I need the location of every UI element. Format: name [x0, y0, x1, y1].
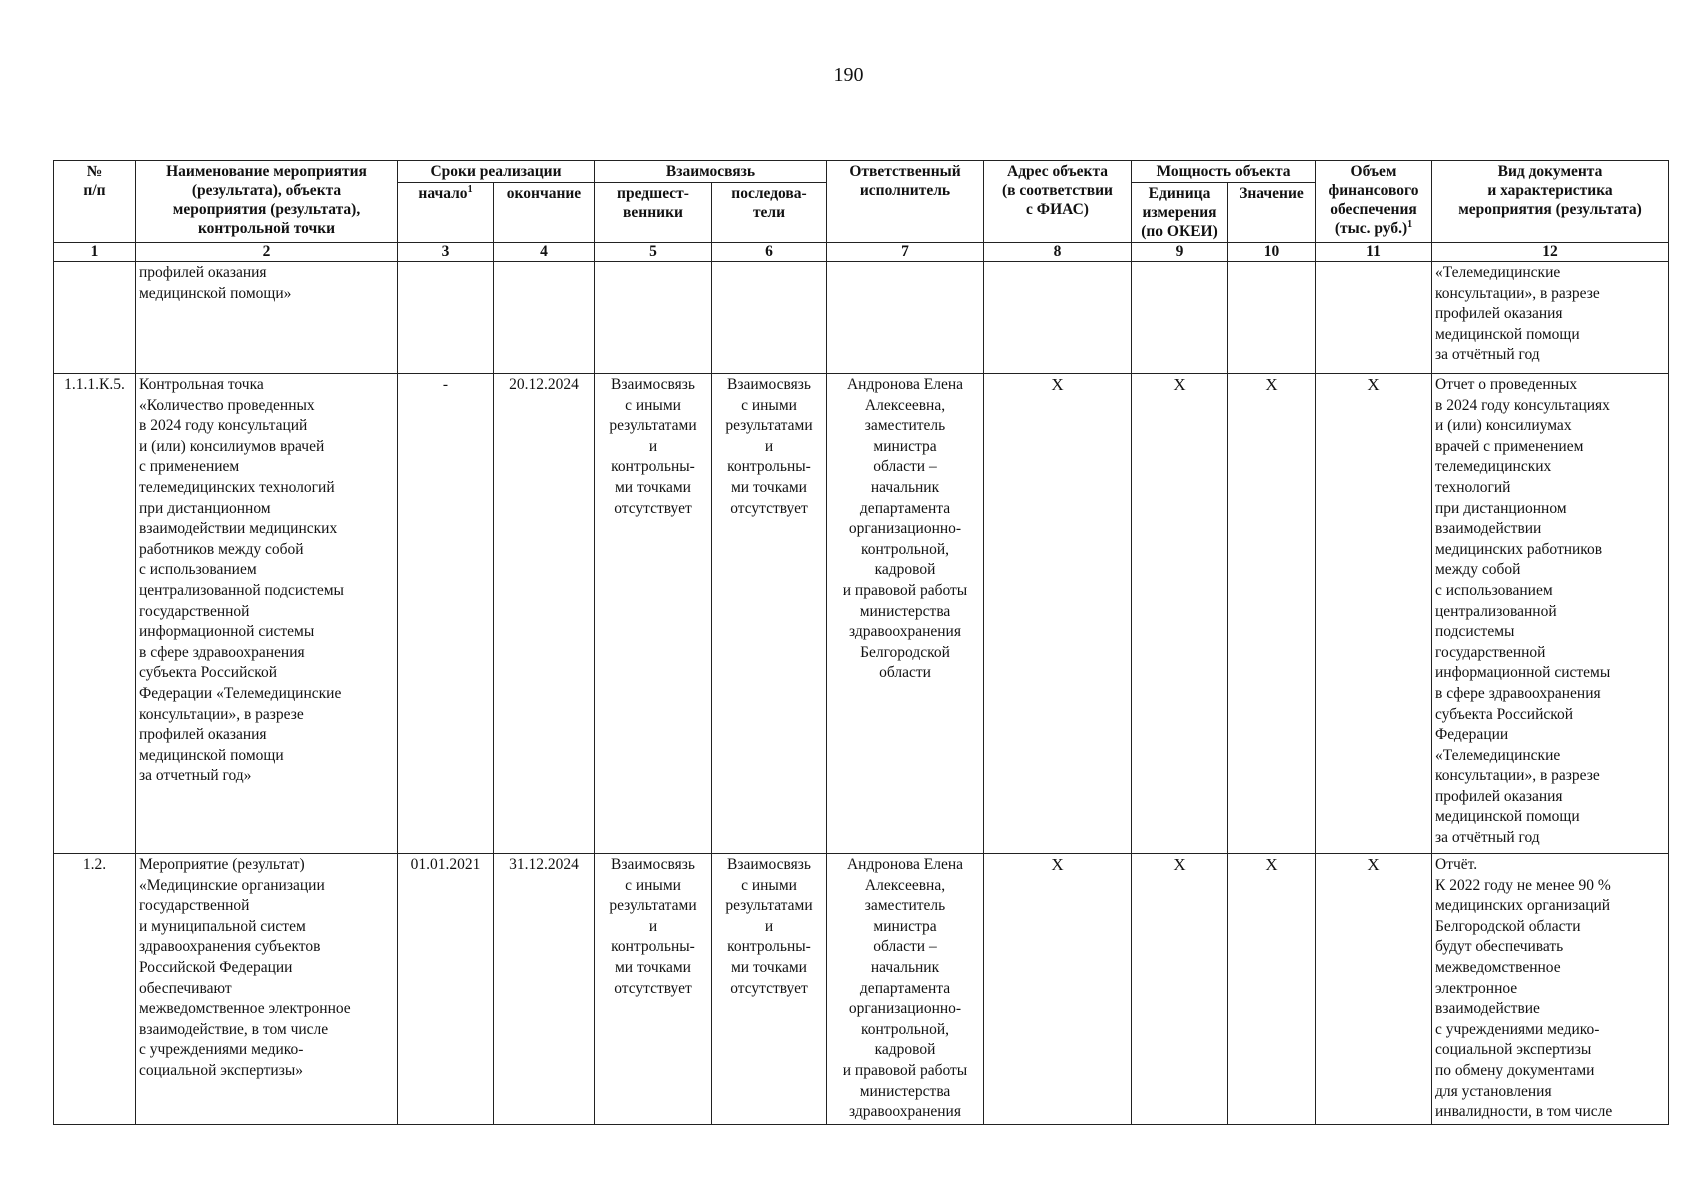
column-number: 10: [1228, 243, 1316, 262]
cell-document: «Телемедицинские консультации», в разрезе профилей оказания медицинской помощи за отчётный год: [1432, 262, 1669, 374]
cell-document: Отчет о проведенных в 2024 году консультациях и (или) консилиумах врачей с применением телемедицинских технологий при дистанционном взаимодействии медицинских работников между собой с использованием централизованной подсистемы государственной информационной системы в сфере здравоохранения субъекта Российской Федерации «Телемедицинские консультации», в разрезе профилей оказания медицинской помощи за отчётный год: [1432, 374, 1669, 854]
cell-unit: [1132, 262, 1228, 374]
cell-start: -: [398, 374, 494, 854]
header-num: № п/п: [54, 161, 136, 243]
cell-start: [398, 262, 494, 374]
header-finance: [1316, 161, 1432, 243]
column-number: 5: [595, 243, 712, 262]
header-responsible: Ответственный исполнитель: [827, 161, 984, 243]
header-start-text: начало: [418, 185, 468, 202]
cell-finance: [1316, 262, 1432, 374]
cell-successors: Взаимосвязь с иными результатами и контрольны- ми точками отсутствует: [712, 854, 827, 1125]
cell-name-bold: Мероприятие (результат): [139, 856, 305, 873]
cell-finance: Х: [1316, 374, 1432, 854]
cell-num: 1.1.1.К.5.: [54, 374, 136, 854]
cell-successors: Взаимосвязь с иными результатами и контрольны- ми точками отсутствует: [712, 374, 827, 854]
column-number: 3: [398, 243, 494, 262]
column-number: 6: [712, 243, 827, 262]
column-number: 4: [494, 243, 595, 262]
header-end: окончание: [494, 183, 595, 243]
header-value: Значение: [1228, 183, 1316, 243]
column-number: 7: [827, 243, 984, 262]
cell-value: Х: [1228, 854, 1316, 1125]
column-number: 1: [54, 243, 136, 262]
header-successors: последова- тели: [712, 183, 827, 243]
header-start-footnote: 1: [467, 183, 473, 195]
cell-end: 20.12.2024: [494, 374, 595, 854]
cell-name-text: «Медицинские организации государственной и муниципальной систем здравоохранения субъектов Российской Федерации обеспечивают межведомственное электронное взаимодействие, в том числе с учреждениями медико- социальной экспертизы»: [139, 876, 351, 1079]
cell-responsible: Андронова Елена Алексеевна, заместитель министра области – начальник департамента организационно- контрольной, кадровой и правовой работы министерства здравоохранения Белгородской области: [827, 374, 984, 854]
column-number: 11: [1316, 243, 1432, 262]
header-capacity: Мощность объекта: [1132, 161, 1316, 183]
cell-value: [1228, 262, 1316, 374]
table-row: [54, 374, 1669, 854]
header-address: Адрес объекта (в соответствии с ФИАС): [984, 161, 1132, 243]
cell-unit: Х: [1132, 854, 1228, 1125]
page-number: 190: [833, 64, 864, 86]
header-row-top: [54, 161, 1669, 183]
header-start: [398, 183, 494, 243]
cell-address: Х: [984, 374, 1132, 854]
cell-predecessors: Взаимосвязь с иными результатами и контрольны- ми точками отсутствует: [595, 854, 712, 1125]
header-name: Наименование мероприятия (результата), объекта мероприятия (результата), контрольной точки: [136, 161, 398, 243]
column-number: 2: [136, 243, 398, 262]
cell-finance: Х: [1316, 854, 1432, 1125]
column-number-row: [54, 243, 1669, 262]
header-deadlines: Сроки реализации: [398, 161, 595, 183]
cell-predecessors: Взаимосвязь с иными результатами и контрольны- ми точками отсутствует: [595, 374, 712, 854]
cell-predecessors: [595, 262, 712, 374]
cell-address: Х: [984, 854, 1132, 1125]
plan-table: [53, 160, 1669, 1125]
cell-unit: Х: [1132, 374, 1228, 854]
cell-address: [984, 262, 1132, 374]
column-number: 12: [1432, 243, 1669, 262]
header-finance-text: Объем финансового обеспечения (тыс. руб.): [1328, 163, 1419, 237]
cell-successors: [712, 262, 827, 374]
cell-name: профилей оказания медицинской помощи»: [136, 262, 398, 374]
cell-num: 1.2.: [54, 854, 136, 1125]
cell-end: 31.12.2024: [494, 854, 595, 1125]
header-finance-footnote: 1: [1407, 218, 1413, 230]
column-number: 8: [984, 243, 1132, 262]
header-relation: Взаимосвязь: [595, 161, 827, 183]
cell-document: Отчёт. К 2022 году не менее 90 % медицинских организаций Белгородской области будут обеспечивать межведомственное электронное взаимодействие с учреждениями медико- социальной экспертизы по обмену документами для установления инвалидности, в том числе: [1432, 854, 1669, 1125]
table-row: [54, 854, 1669, 1125]
cell-responsible: [827, 262, 984, 374]
header-unit: Единица измерения (по ОКЕИ): [1132, 183, 1228, 243]
cell-num: [54, 262, 136, 374]
cell-end: [494, 262, 595, 374]
header-predecessors: предшест- венники: [595, 183, 712, 243]
cell-name: Контрольная точка «Количество проведенных в 2024 году консультаций и (или) консилиумов врачей с применением телемедицинских технологий при дистанционном взаимодействии медицинских работников между собой с использованием централизованной подсистемы государственной информационной системы в сфере здравоохранения субъекта Российской Федерации «Телемедицинские консультации», в разрезе профилей оказания медицинской помощи за отчетный год»: [136, 374, 398, 854]
table-row: [54, 262, 1669, 374]
cell-responsible: Андронова Елена Алексеевна, заместитель министра области – начальник департамента организационно- контрольной, кадровой и правовой работы министерства здравоохранения: [827, 854, 984, 1125]
cell-value: Х: [1228, 374, 1316, 854]
column-number: 9: [1132, 243, 1228, 262]
header-document: Вид документа и характеристика мероприятия (результата): [1432, 161, 1669, 243]
cell-start: 01.01.2021: [398, 854, 494, 1125]
cell-name: [136, 854, 398, 1125]
